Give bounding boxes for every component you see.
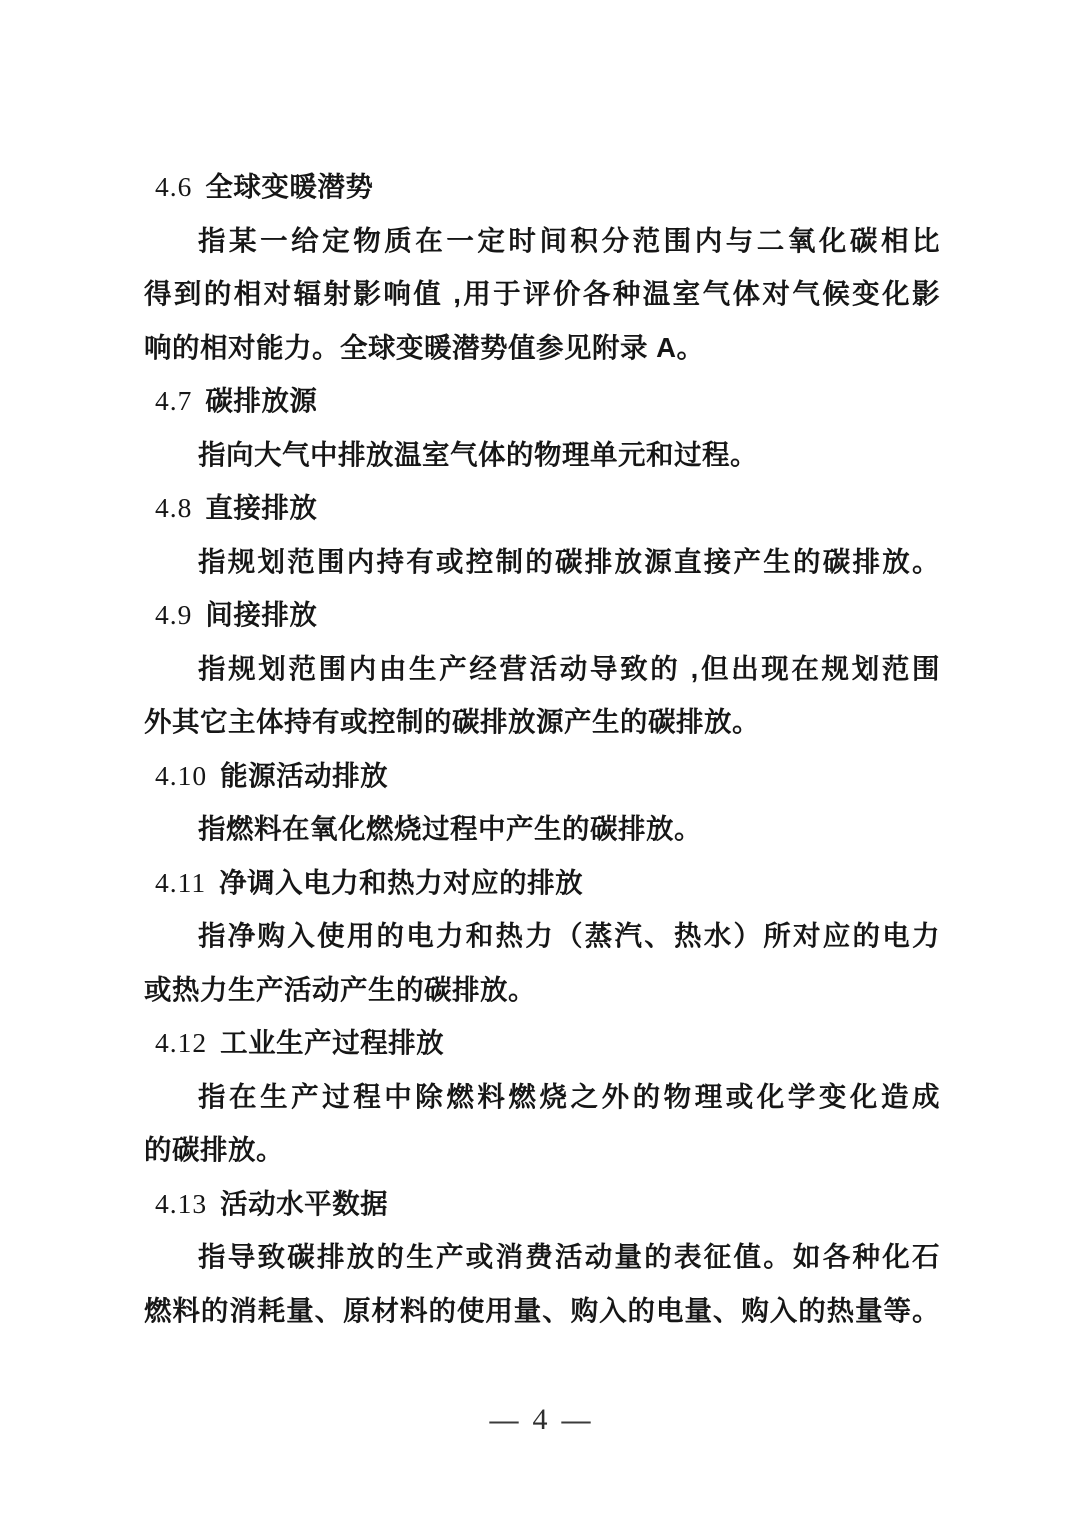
- section-title: 碳排放源: [205, 385, 318, 416]
- section-number: 4.6: [155, 171, 193, 202]
- section-title: 直接排放: [205, 492, 318, 523]
- section-4-6: [144, 160, 940, 374]
- section-title: 工业生产过程排放: [220, 1027, 445, 1058]
- definition-line: 指规划范围内持有或控制的碳排放源直接产生的碳排放。: [198, 545, 940, 577]
- section-4-13: [144, 1177, 940, 1338]
- definition-line: 指净购入使用的电力和热力（蒸汽、热水）所对应的电力: [198, 920, 940, 951]
- section-heading: [144, 481, 940, 535]
- footer-dash-left: —: [489, 1404, 519, 1436]
- definition-line: 燃料的消耗量、原材料的使用量、购入的电量、购入的热量等。: [144, 1294, 940, 1326]
- section-number: 4.11: [155, 866, 207, 898]
- page-footer: [0, 1393, 1080, 1446]
- section-4-10: [144, 749, 940, 856]
- section-number: 4.7: [155, 385, 193, 416]
- definition-line: 指向大气中排放温室气体的物理单元和过程。: [198, 438, 758, 470]
- section-4-12: [144, 1016, 940, 1177]
- section-number: 4.12: [155, 1027, 208, 1058]
- section-heading: [144, 749, 940, 803]
- section-number: 4.8: [155, 492, 193, 523]
- section-4-8: [144, 481, 940, 588]
- definition-line: 指在生产过程中除燃料燃烧之外的物理或化学变化造成: [198, 1080, 940, 1112]
- section-heading: [144, 160, 940, 214]
- section-title: 全球变暖潜势: [205, 171, 374, 202]
- definition-line: 指规划范围内由生产经营活动导致的 ,但出现在规划范围: [198, 652, 940, 684]
- section-title: 能源活动排放: [220, 759, 389, 791]
- definition-line: 指某一给定物质在一定时间积分范围内与二氧化碳相比: [198, 224, 940, 256]
- section-heading: [144, 1016, 940, 1070]
- definition-line: 响的相对能力。全球变暖潜势值参见附录 A。: [144, 331, 705, 363]
- definition-line: 指导致碳排放的生产或消费活动量的表征值。如各种化石: [198, 1241, 940, 1272]
- definition-line: 外其它主体持有或控制的碳排放源产生的碳排放。: [144, 706, 760, 737]
- section-heading: [144, 856, 940, 910]
- section-title: 活动水平数据: [220, 1187, 389, 1219]
- page-number: 4: [532, 1403, 548, 1436]
- section-title: 间接排放: [205, 599, 318, 630]
- section-number: 4.9: [155, 599, 193, 630]
- section-title: 净调入电力和热力对应的排放: [219, 866, 584, 898]
- section-number: 4.13: [155, 1187, 208, 1219]
- section-4-9: [144, 588, 940, 749]
- section-heading: [144, 1177, 940, 1231]
- footer-dash-right: —: [561, 1404, 591, 1436]
- section-heading: [144, 374, 940, 428]
- section-4-11: [144, 856, 940, 1017]
- section-heading: [144, 588, 940, 642]
- definition-line: 的碳排放。: [144, 1134, 284, 1165]
- definition-line: 指燃料在氧化燃烧过程中产生的碳排放。: [198, 813, 702, 844]
- section-4-7: [144, 374, 940, 481]
- definition-line: 或热力生产活动产生的碳排放。: [144, 973, 536, 1005]
- section-number: 4.10: [155, 759, 208, 791]
- definition-line: 得到的相对辐射影响值 ,用于评价各种温室气体对气候变化影: [144, 278, 940, 309]
